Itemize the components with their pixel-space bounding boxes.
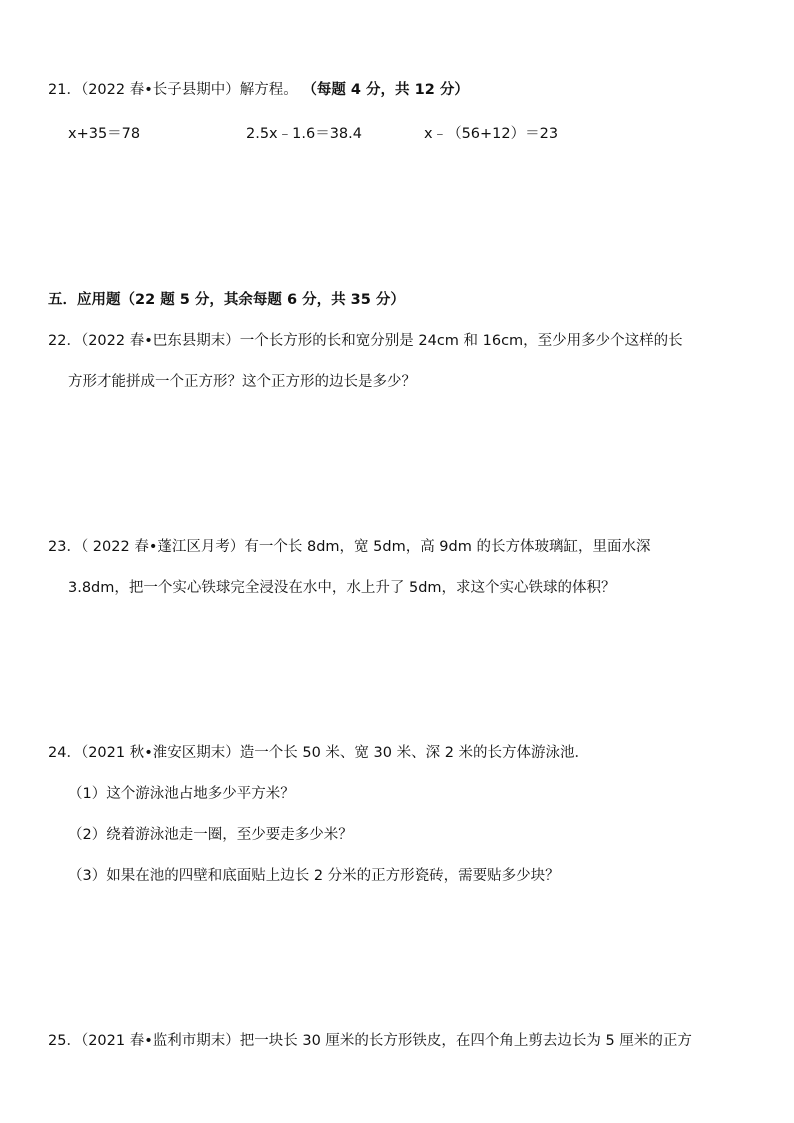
q24-sub-2: （2）绕着游泳池走一圈，至少要走多少米？ <box>68 827 353 843</box>
q24-sub-1: （1）这个游泳池占地多少平方米？ <box>68 786 295 802</box>
q25-line-1: 25．（2021 春•监利市期末）把一块长 30 厘米的长方形铁皮，在四个角上剪去边长为 5 厘米的正方 <box>48 1033 692 1049</box>
section-5-title: 五．应用题（22 题 5 分，其余每题 6 分，共 35 分） <box>48 292 405 308</box>
q23-line-1: 23．（ 2022 春•蓬江区月考）有一个长 8dm，宽 5dm，高 9dm 的长方体玻璃缸，里面水深 <box>48 539 651 555</box>
q23-line-2: 3.8dm，把一个实心铁球完全浸没在水中，水上升了 5dm，求这个实心铁球的体积？ <box>68 580 616 596</box>
q24-line-1: 24．（2021 秋•淮安区期末）造一个长 50 米、宽 30 米、深 2 米的长方体游泳池． <box>48 745 590 761</box>
q21-equation-3: x﹣（56+12）＝23 <box>424 126 559 142</box>
q21-stem <box>48 80 469 100</box>
q24-sub-3: （3）如果在池的四壁和底面贴上边长 2 分米的正方形瓷砖，需要贴多少块？ <box>68 868 560 884</box>
q21-equation-1: x+35＝78 <box>68 126 141 142</box>
q21-equation-2: 2.5x﹣1.6＝38.4 <box>246 126 362 142</box>
q22-line-2: 方形才能拼成一个正方形？这个正方形的边长是多少？ <box>68 374 416 390</box>
q22-line-1: 22．（2022 春•巴东县期末）一个长方形的长和宽分别是 24cm 和 16cm，至少用多少个这样的长 <box>48 333 683 349</box>
q21-score: （每题 4 分，共 12 分） <box>302 82 469 98</box>
q21-prefix: 21．（2022 春•长子县期中）解方程。 <box>48 82 298 98</box>
